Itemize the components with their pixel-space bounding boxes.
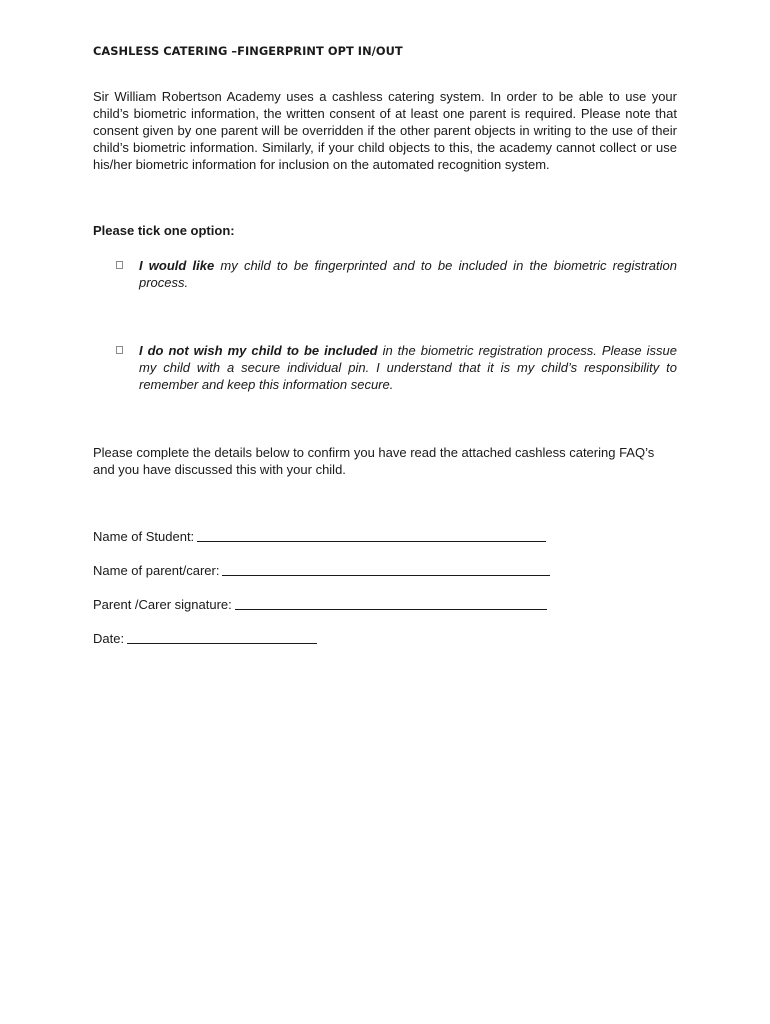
tick-option-heading: Please tick one option: xyxy=(93,223,235,238)
parent-name-field[interactable] xyxy=(222,562,550,576)
opt-in-text xyxy=(139,257,677,291)
parent-name-label: Name of parent/carer: xyxy=(93,563,220,578)
date-field[interactable] xyxy=(127,630,317,644)
student-name-label: Name of Student: xyxy=(93,529,195,544)
opt-in-rest-text: my child to be fingerprinted and to be included in the biometric registration process. xyxy=(139,258,677,290)
opt-out-checkbox[interactable] xyxy=(116,346,123,354)
signature-label: Parent /Carer signature: xyxy=(93,597,232,612)
form-title: CASHLESS CATERING –FINGERPRINT OPT IN/OUT xyxy=(93,44,403,58)
signature-field[interactable] xyxy=(235,596,547,610)
signature-row xyxy=(93,596,547,613)
opt-in-checkbox[interactable] xyxy=(116,261,123,269)
date-row xyxy=(93,630,317,647)
confirm-paragraph: Please complete the details below to confirm you have read the attached cashless catering FAQ’s and you have discussed this with your child. xyxy=(93,445,655,477)
opt-out-rest-text: in the biometric registration process. Please issue my child with a secure individual pin. I understand that it is my child’s responsibility to remember and keep this information secure. xyxy=(139,343,677,392)
intro-paragraph: Sir William Robertson Academy uses a cashless catering system. In order to be able to use your child’s biometric information, the written consent of at least one parent is required. Please note that consent given by one parent will be overridden if the other parent objects in writing to the use of their child’s biometric information. Similarly, if your child objects to this, the academy cannot collect or use his/her biometric information for inclusion on the automated recognition system. xyxy=(93,89,677,172)
student-name-field[interactable] xyxy=(197,528,546,542)
parent-name-row xyxy=(93,562,550,579)
opt-out-text xyxy=(139,342,677,393)
opt-in-bold-text: I would like xyxy=(139,258,215,273)
student-name-row xyxy=(93,528,546,545)
opt-out-bold-text: I do not wish my child to be included xyxy=(139,343,378,358)
date-label: Date: xyxy=(93,631,125,646)
